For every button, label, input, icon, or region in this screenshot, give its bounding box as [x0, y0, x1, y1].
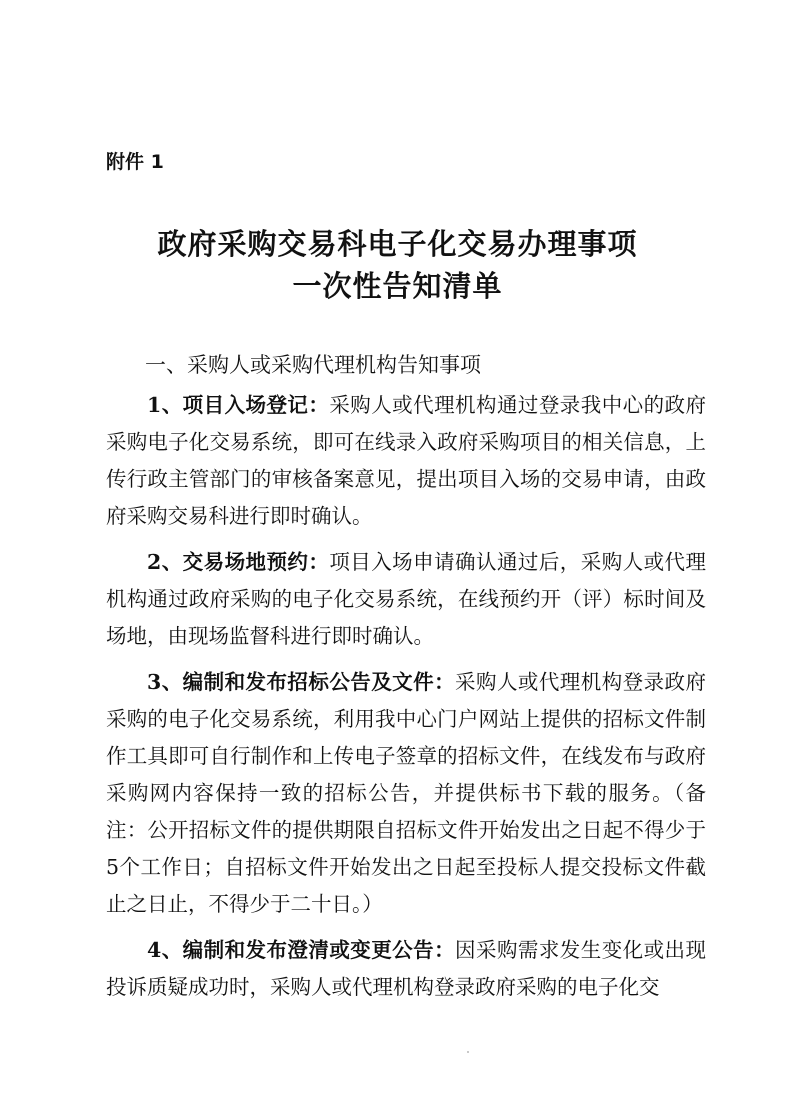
item-1-paragraph: [106, 387, 706, 535]
item-1-heading: 1、项目入场登记：: [147, 393, 330, 417]
annex-label: 附件 1: [106, 151, 164, 173]
item-2-heading: 2、交易场地预约：: [147, 550, 330, 574]
scan-speck: [467, 1051, 469, 1053]
item-4-body: 因采购需求发生变化或出现投诉质疑成功时，采购人或代理机构登录政府采购的电子化交: [106, 938, 707, 999]
item-2-body: 项目入场申请确认通过后，采购人或代理机构通过政府采购的电子化交易系统，在线预约开（评）标时间及场地，由现场监督科进行即时确认。: [106, 550, 706, 648]
item-3-paragraph: [106, 664, 706, 923]
item-3-body: 采购人或代理机构登录政府采购的电子化交易系统，利用我中心门户网站上提供的招标文件制作工具即可自行制作和上传电子签章的招标文件，在线发布与政府采购网内容保持一致的招标公告，并提供标书下载的服务。（备注：公开招标文件的提供期限自招标文件开始发出之日起不得少于5个工作日；自招标文件开始发出之日起至投标人提交投标文件截止之日止，不得少于二十日。）: [106, 670, 707, 916]
document-title-line2: 一次性告知清单: [292, 269, 503, 303]
item-4-paragraph: [106, 932, 706, 1006]
section-heading: 一、采购人或采购代理机构告知事项: [145, 353, 481, 377]
document-title-line1: 政府采购交易科电子化交易办理事项: [157, 227, 638, 261]
item-4-heading: 4、编制和发布澄清或变更公告：: [147, 938, 456, 962]
item-3-heading: 3、编制和发布招标公告及文件：: [147, 670, 456, 694]
item-2-paragraph: [106, 544, 706, 655]
item-1-body: 采购人或代理机构通过登录我中心的政府采购电子化交易系统，即可在线录入政府采购项目的相关信息，上传行政主管部门的审核备案意见，提出项目入场的交易申请，由政府采购交易科进行即时确认。: [106, 393, 706, 528]
